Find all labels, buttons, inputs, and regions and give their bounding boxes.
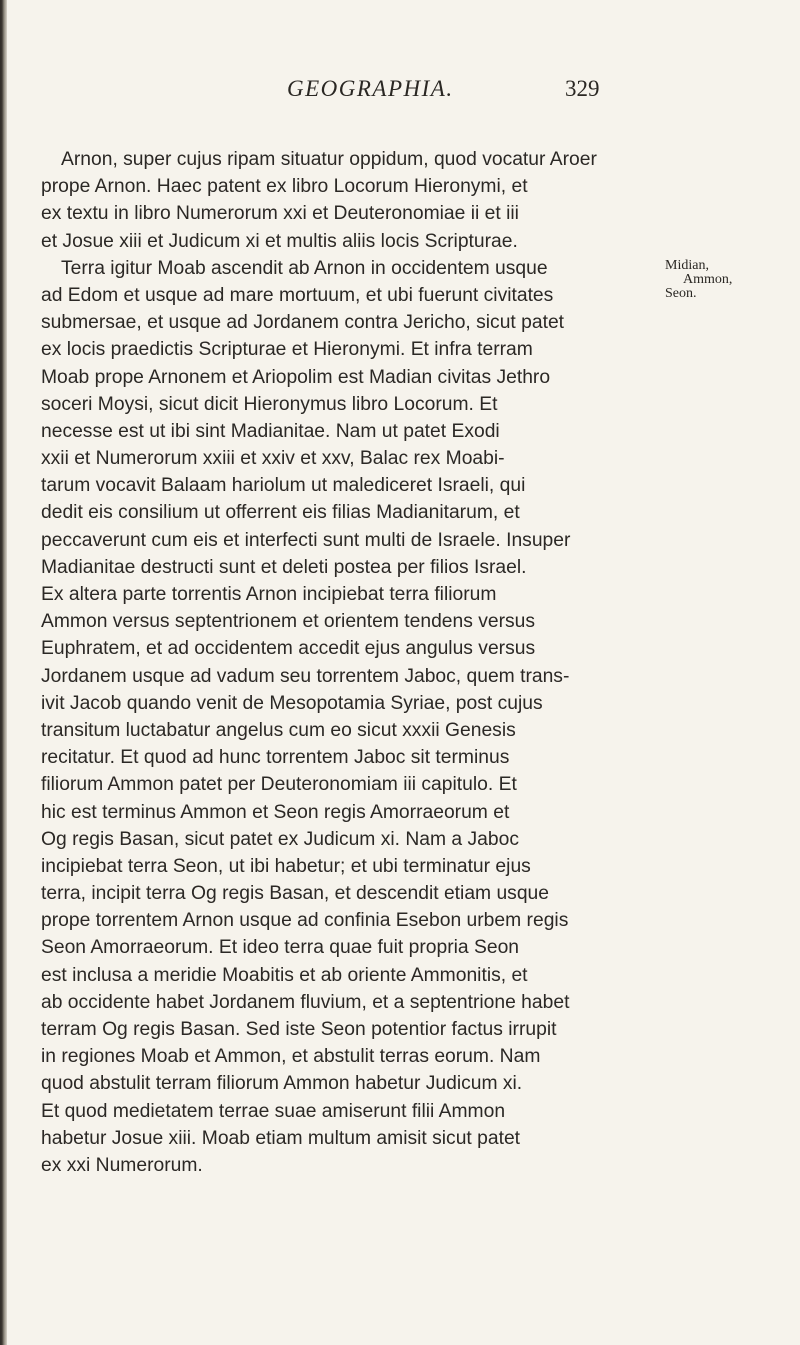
margin-note-midian: Midian, xyxy=(665,258,709,273)
text-line: Et quod medietatem terrae suae amiserunt filii Ammon xyxy=(41,1100,506,1122)
text-line: Ex altera parte torrentis Arnon incipiebat terra filiorum xyxy=(41,584,497,605)
text-line: ivit Jacob quando venit de Mesopotamia Syriae, post cujus xyxy=(41,692,543,714)
text-line: submersae, et usque ad Jordanem contra Jericho, sicut patet xyxy=(41,312,565,334)
text-line: in regiones Moab et Ammon, et abstulit terras eorum. Nam xyxy=(41,1046,541,1068)
text-line: ex xxi Numerorum. xyxy=(41,1154,203,1176)
text-line: est inclusa a meridie Moabitis et ab oriente Ammonitis, et xyxy=(41,964,528,986)
text-line: recitatur. Et quod ad hunc torrentem Jaboc sit terminus xyxy=(41,747,510,769)
body-text xyxy=(41,146,661,1179)
text-line: prope Arnon. Haec patent ex libro Locorum Hieronymi, et xyxy=(41,176,528,198)
text-line: dedit eis consilium ut offerrent eis filias Madianitarum, et xyxy=(41,502,520,524)
book-binding-edge xyxy=(0,0,7,1345)
page-number: 329 xyxy=(565,76,600,101)
text-line: ex textu in libro Numerorum xxi et Deuteronomiae ii et iii xyxy=(41,203,519,225)
text-line: tarum vocavit Balaam hariolum ut malediceret Israeli, qui xyxy=(41,475,526,497)
text-line: Moab prope Arnonem et Ariopolim est Madian civitas Jethro xyxy=(41,366,551,388)
text-line: Ammon versus septentrionem et orientem tendens versus xyxy=(41,611,536,633)
margin-note-seon: Seon. xyxy=(665,286,697,301)
text-line: filiorum Ammon patet per Deuteronomiam iii capitulo. Et xyxy=(41,774,517,796)
text-line: soceri Moysi, sicut dicit Hieronymus libro Locorum. Et xyxy=(41,393,498,415)
text-line: Terra igitur Moab ascendit ab Arnon in occidentem usque xyxy=(61,257,548,279)
text-line: xxii et Numerorum xxiii et xxiv et xxv, Balac rex Moabi- xyxy=(41,448,505,470)
text-line: Euphratem, et ad occidentem accedit ejus angulus versus xyxy=(41,638,536,660)
page-header xyxy=(0,76,800,112)
text-line: Jordanem usque ad vadum seu torrentem Jaboc, quem trans- xyxy=(41,665,570,687)
text-line: habetur Josue xiii. Moab etiam multum amisit sicut patet xyxy=(41,1127,521,1149)
text-line: Madianitae destructi sunt et deleti postea per filios Israel. xyxy=(41,556,527,578)
text-line: ex locis praedictis Scripturae et Hieronymi. Et infra terram xyxy=(41,339,533,361)
text-line: incipiebat terra Seon, ut ibi habetur; et ubi terminatur ejus xyxy=(41,855,531,877)
text-line: hic est terminus Ammon et Seon regis Amorraeorum et xyxy=(41,801,510,823)
text-line: prope torrentem Arnon usque ad confinia Esebon urbem regis xyxy=(41,910,569,932)
text-line: Seon Amorraeorum. Et ideo terra quae fuit propria Seon xyxy=(41,937,520,959)
text-line: Og regis Basan, sicut patet ex Judicum xi. Nam a Jaboc xyxy=(41,828,519,850)
text-line: et Josue xiii et Judicum xi et multis aliis locis Scripturae. xyxy=(41,230,518,252)
running-title: GEOGRAPHIA. xyxy=(287,76,454,101)
margin-note-ammon: Ammon, xyxy=(683,272,733,287)
text-line: Arnon, super cujus ripam situatur oppidum, quod vocatur Aroer xyxy=(61,149,597,170)
text-line: peccaverunt cum eis et interfecti sunt multi de Israele. Insuper xyxy=(41,529,571,551)
text-line: ad Edom et usque ad mare mortuum, et ubi fuerunt civitates xyxy=(41,284,554,306)
text-line: quod abstulit terram filiorum Ammon habetur Judicum xi. xyxy=(41,1073,523,1095)
text-line: ab occidente habet Jordanem fluvium, et a septentrione habet xyxy=(41,991,570,1013)
text-line: terram Og regis Basan. Sed iste Seon potentior factus irrupit xyxy=(41,1019,557,1040)
text-line: transitum luctabatur angelus cum eo sicut xxxii Genesis xyxy=(41,719,516,741)
text-line: terra, incipit terra Og regis Basan, et descendit etiam usque xyxy=(41,883,549,905)
text-line: necesse est ut ibi sint Madianitae. Nam ut patet Exodi xyxy=(41,420,500,442)
